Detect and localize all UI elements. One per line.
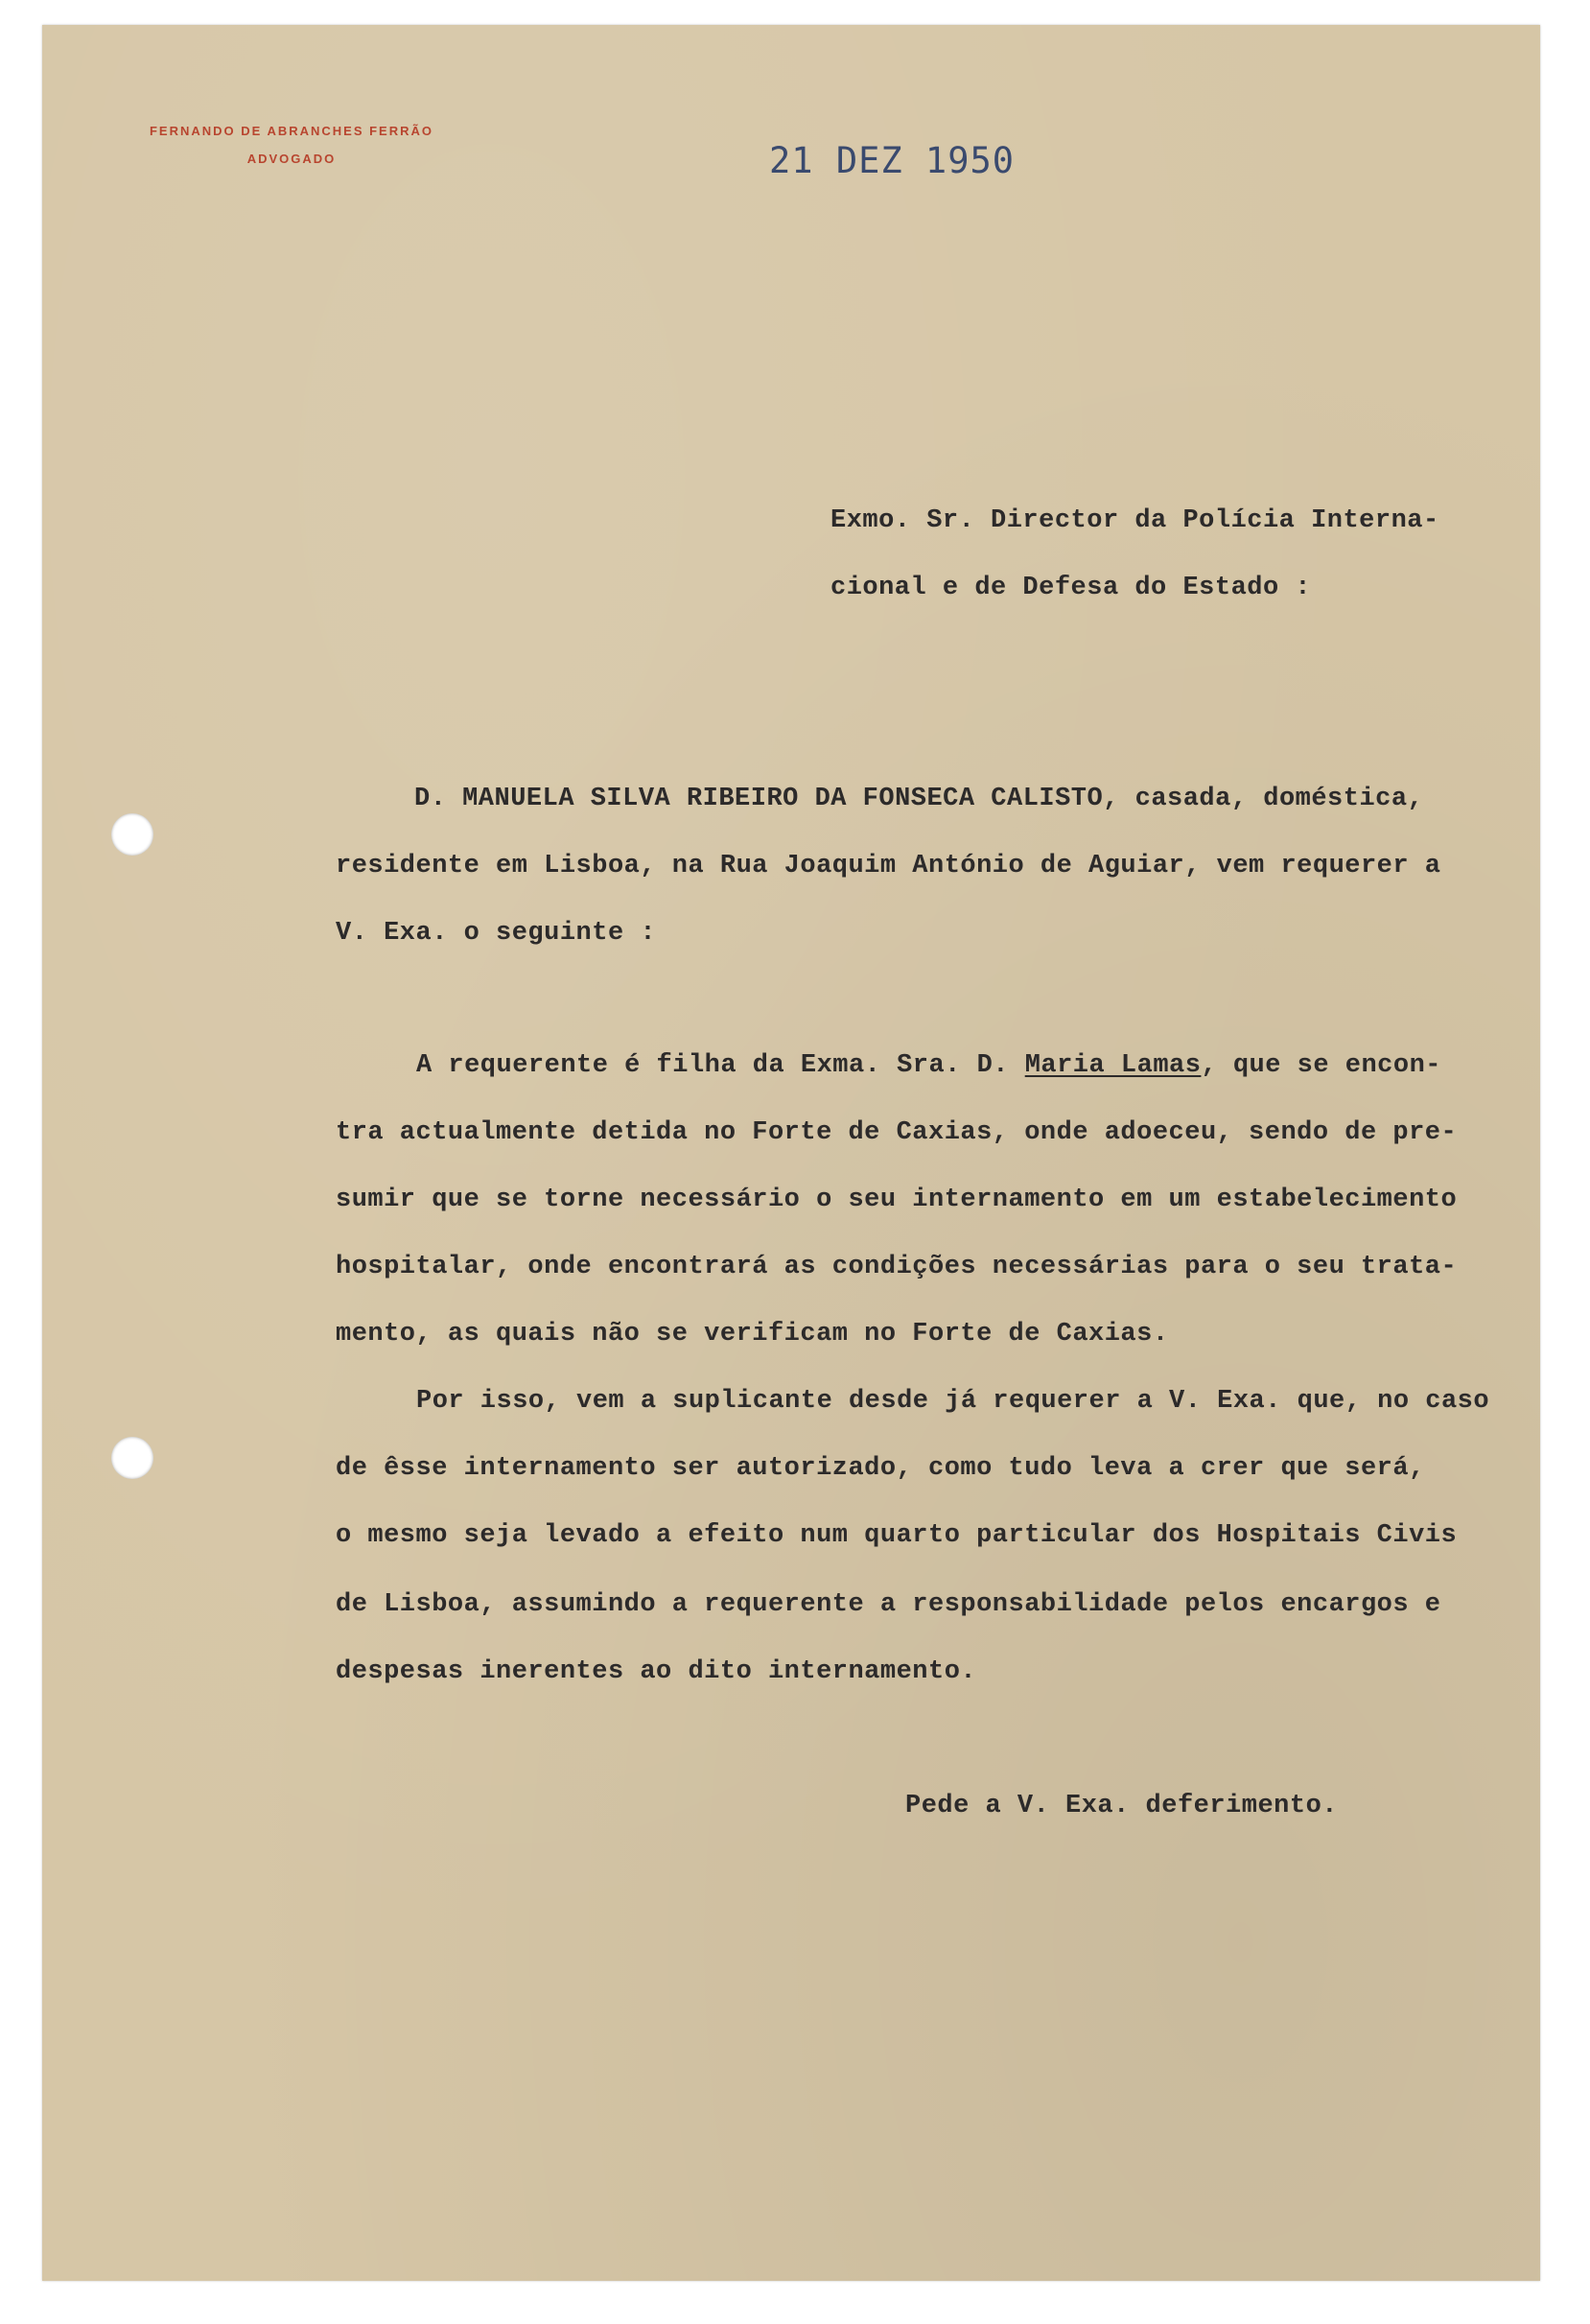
paragraph-3-line-2: de êsse internamento ser autorizado, como tudo leva a crer que será, — [336, 1454, 1425, 1483]
underlined-name: Maria Lamas — [1024, 1051, 1202, 1080]
letterhead — [129, 117, 455, 173]
paragraph-1-line-2: residente em Lisboa, na Rua Joaquim António de Aguiar, vem requerer a — [336, 852, 1441, 880]
closing-request: Pede a V. Exa. deferimento. — [905, 1792, 1338, 1820]
paragraph-2-line-3: sumir que se torne necessário o seu internamento em um estabelecimento — [336, 1185, 1458, 1214]
paragraph-2-line-2: tra actualmente detida no Forte de Caxias, onde adoeceu, sendo de pre- — [336, 1118, 1458, 1147]
paragraph-2-line-1 — [416, 1051, 1441, 1080]
letterhead-title: ADVOGADO — [246, 152, 337, 166]
paragraph-1-line-3: V. Exa. o seguinte : — [336, 919, 657, 948]
paragraph-3-line-4: de Lisboa, assumindo a requerente a responsabilidade pelos encargos e — [336, 1590, 1441, 1619]
paragraph-3-line-5: despesas inerentes ao dito internamento. — [336, 1657, 977, 1686]
paragraph-2-line-5: mento, as quais não se verificam no Forte de Caxias. — [336, 1320, 1169, 1349]
paragraph-2-line-4: hospitalar, onde encontrará as condições necessárias para o seu trata- — [336, 1253, 1458, 1281]
document-page — [42, 25, 1540, 2281]
letterhead-name: FERNANDO DE ABRANCHES FERRÃO — [149, 124, 434, 138]
addressee-line-1: Exmo. Sr. Director da Polícia Interna- — [830, 506, 1439, 535]
paragraph-2-line-1-start: A requerente é filha da Exma. Sra. D. — [416, 1051, 1025, 1080]
punch-hole-bottom — [111, 1437, 153, 1479]
paragraph-3-line-3: o mesmo seja levado a efeito num quarto particular dos Hospitais Civis — [336, 1521, 1458, 1550]
punch-hole-top — [111, 813, 153, 856]
date-stamp: 21 DEZ 1950 — [769, 140, 1016, 181]
paragraph-2-line-1-end: , que se encon- — [1201, 1051, 1441, 1080]
addressee-line-2: cional e de Defesa do Estado : — [830, 574, 1312, 602]
paragraph-1-line-1: D. MANUELA SILVA RIBEIRO DA FONSECA CALISTO, casada, doméstica, — [414, 785, 1424, 813]
paragraph-3-line-1: Por isso, vem a suplicante desde já requerer a V. Exa. que, no caso — [416, 1387, 1490, 1416]
